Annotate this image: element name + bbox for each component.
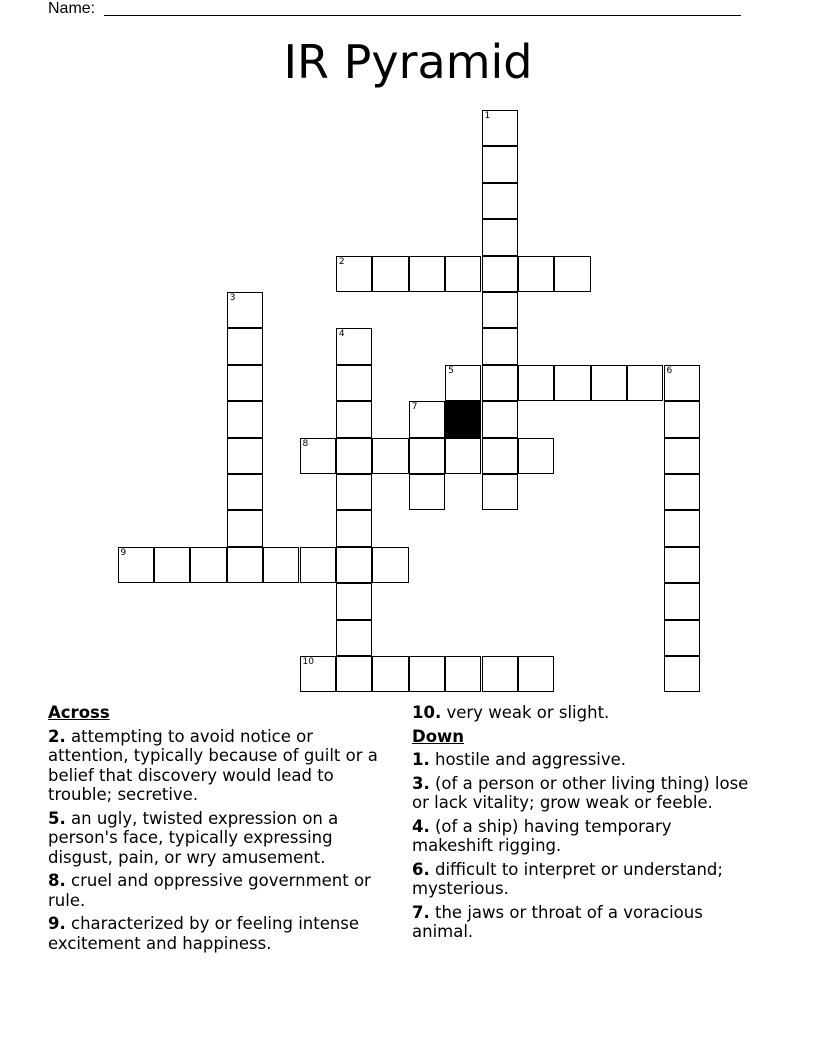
- cell-number: 10: [302, 657, 314, 667]
- cell-number: 9: [120, 547, 127, 558]
- clue-text: (of a person or other living thing) lose or lack vitality; grow weak or feeble.: [412, 773, 749, 812]
- crossword-cell[interactable]: [664, 401, 700, 437]
- crossword-cell[interactable]: [664, 547, 700, 583]
- clue-number: 4.: [412, 816, 430, 836]
- crossword-cell-3[interactable]: [227, 292, 263, 328]
- crossword-cell[interactable]: [554, 365, 590, 401]
- crossword-cell[interactable]: [482, 656, 518, 692]
- crossword-cell[interactable]: [336, 474, 372, 510]
- crossword-cell-9[interactable]: [118, 547, 154, 583]
- crossword-cell[interactable]: [482, 365, 518, 401]
- crossword-cell[interactable]: [227, 365, 263, 401]
- crossword-cell[interactable]: [445, 656, 481, 692]
- crossword-cell[interactable]: [336, 620, 372, 656]
- clue-number: 10.: [412, 703, 442, 722]
- crossword-cell[interactable]: [190, 547, 226, 583]
- crossword-cell[interactable]: [482, 438, 518, 474]
- crossword-cell[interactable]: [518, 256, 554, 292]
- crossword-cell[interactable]: [227, 401, 263, 437]
- crossword-cell[interactable]: [482, 219, 518, 255]
- crossword-cell[interactable]: [372, 547, 408, 583]
- crossword-cell-8[interactable]: [300, 438, 336, 474]
- across-clues: [48, 703, 398, 957]
- crossword-cell[interactable]: [664, 583, 700, 619]
- crossword-cell[interactable]: [664, 620, 700, 656]
- crossword-cell-4[interactable]: [336, 328, 372, 364]
- clue-across-8: [48, 871, 398, 910]
- crossword-cell[interactable]: [336, 510, 372, 546]
- crossword-cell[interactable]: [336, 438, 372, 474]
- clue-across-10: [412, 703, 752, 723]
- crossword-cell[interactable]: [227, 474, 263, 510]
- crossword-cell[interactable]: [372, 656, 408, 692]
- page-title: IR Pyramid: [283, 35, 533, 89]
- across-heading: Across: [48, 703, 110, 722]
- clue-down-1: [412, 750, 752, 770]
- crossword-cell[interactable]: [263, 547, 299, 583]
- clue-across-5: [48, 809, 398, 868]
- crossword-cell[interactable]: [482, 256, 518, 292]
- clue-down-7: [412, 903, 752, 942]
- crossword-cell[interactable]: [482, 183, 518, 219]
- clue-number: 9.: [48, 914, 66, 933]
- crossword-cell[interactable]: [336, 365, 372, 401]
- clue-number: 3.: [412, 773, 430, 793]
- crossword-cell-6[interactable]: [664, 365, 700, 401]
- clue-number: 1.: [412, 750, 430, 769]
- cell-number: 8: [302, 438, 309, 449]
- clue-text: difficult to interpret or understand; mysterious.: [412, 859, 723, 898]
- crossword-cell[interactable]: [300, 547, 336, 583]
- crossword-cell[interactable]: [409, 474, 445, 510]
- cell-number: 6: [666, 365, 673, 376]
- crossword-cell[interactable]: [482, 401, 518, 437]
- crossword-cell[interactable]: [518, 365, 554, 401]
- cell-number: 5: [448, 365, 454, 376]
- crossword-cell-2[interactable]: [336, 256, 372, 292]
- clue-down-4: [412, 817, 752, 856]
- crossword-cell[interactable]: [409, 256, 445, 292]
- down-clues: [412, 703, 752, 946]
- crossword-cell[interactable]: [154, 547, 190, 583]
- clue-text: an ugly, twisted expression on a person's face, typically expressing disgust, pain, or wry amusement.: [48, 808, 339, 867]
- crossword-cell[interactable]: [482, 328, 518, 364]
- crossword-cell[interactable]: [227, 510, 263, 546]
- clue-text: cruel and oppressive government or rule.: [48, 871, 371, 910]
- crossword-cell-10[interactable]: [300, 656, 336, 692]
- crossword-cell[interactable]: [482, 474, 518, 510]
- clue-text: very weak or slight.: [446, 703, 610, 722]
- clue-text: the jaws or throat of a voracious animal.: [412, 902, 703, 941]
- crossword-cell[interactable]: [591, 365, 627, 401]
- crossword-cell-1[interactable]: [482, 110, 518, 146]
- clue-text: hostile and aggressive.: [435, 750, 627, 769]
- cell-number: 1: [484, 111, 491, 121]
- crossword-cell[interactable]: [664, 474, 700, 510]
- clue-across-2: [48, 727, 398, 805]
- crossword-cell[interactable]: [227, 438, 263, 474]
- crossword-cell[interactable]: [664, 656, 700, 692]
- crossword-cell[interactable]: [227, 547, 263, 583]
- crossword-cell-7[interactable]: [409, 401, 445, 437]
- crossword-cell[interactable]: [336, 401, 372, 437]
- crossword-cell[interactable]: [518, 656, 554, 692]
- cell-number: 2: [338, 256, 345, 267]
- clue-text: (of a ship) having temporary makeshift rigging.: [412, 816, 672, 855]
- crossword-cell[interactable]: [227, 328, 263, 364]
- crossword-cell[interactable]: [627, 365, 663, 401]
- clue-text: characterized by or feeling intense excitement and happiness.: [48, 914, 360, 953]
- crossword-cell[interactable]: [445, 256, 481, 292]
- clue-across-9: [48, 914, 398, 953]
- cell-number: 4: [338, 329, 345, 340]
- clue-number: 7.: [412, 902, 430, 922]
- clue-number: 2.: [48, 726, 66, 746]
- crossword-cell[interactable]: [482, 146, 518, 182]
- clue-number: 8.: [48, 871, 66, 890]
- crossword-cell[interactable]: [336, 583, 372, 619]
- crossword-cell[interactable]: [482, 292, 518, 328]
- crossword-cell[interactable]: [518, 438, 554, 474]
- clue-number: 6.: [412, 859, 430, 879]
- clue-down-6: [412, 860, 752, 899]
- crossword-block: [445, 401, 481, 437]
- crossword-cell-5[interactable]: [445, 365, 481, 401]
- cell-number: 3: [229, 293, 236, 303]
- crossword-cell[interactable]: [664, 438, 700, 474]
- crossword-cell[interactable]: [372, 256, 408, 292]
- cell-number: 7: [411, 402, 418, 413]
- down-heading: Down: [412, 726, 465, 746]
- clue-number: 5.: [48, 808, 66, 828]
- crossword-cell[interactable]: [409, 438, 445, 474]
- crossword-cell[interactable]: [664, 510, 700, 546]
- crossword-cell[interactable]: [372, 438, 408, 474]
- crossword-cell[interactable]: [409, 656, 445, 692]
- crossword-cell[interactable]: [336, 547, 372, 583]
- crossword-cell[interactable]: [554, 256, 590, 292]
- crossword-cell[interactable]: [336, 656, 372, 692]
- name-label: Name:: [48, 0, 96, 17]
- crossword-cell[interactable]: [445, 438, 481, 474]
- clue-down-3: [412, 774, 752, 813]
- clue-text: attempting to avoid notice or attention, typically because of guilt or a belief that discovery would lead to trouble; secretive.: [48, 726, 378, 804]
